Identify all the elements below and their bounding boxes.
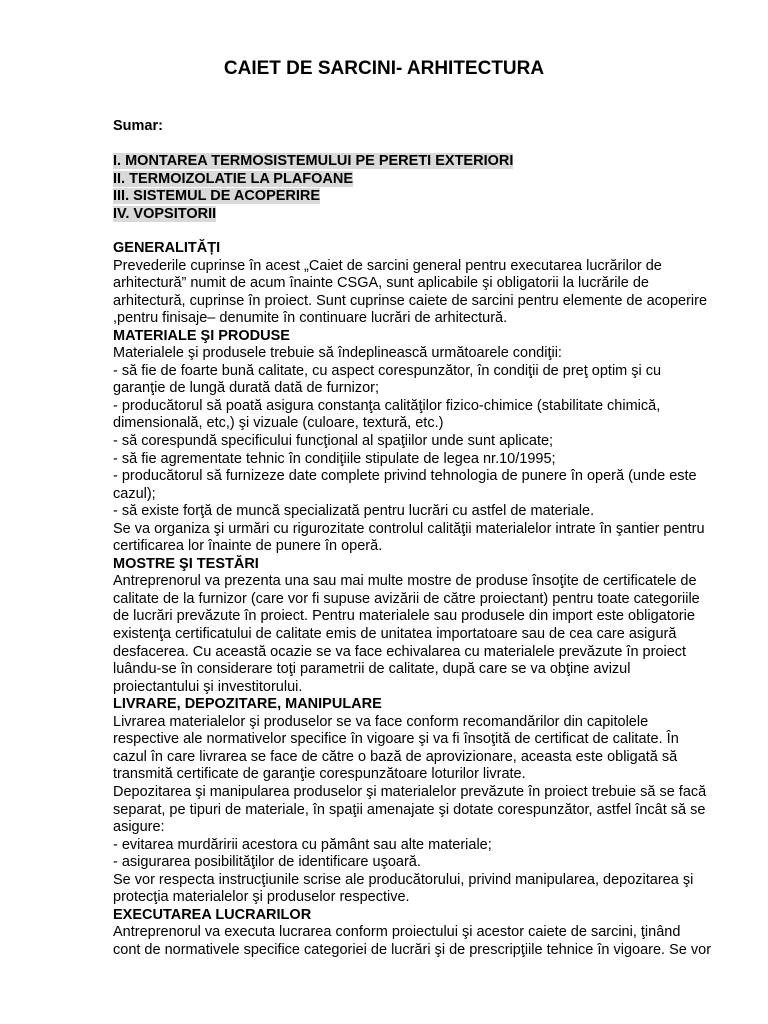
- text-line: ,pentru finisaje– denumite în continuare lucrări de arhitectură.: [113, 310, 508, 327]
- text-line: garanţie de lungă durată dată de furnizor;: [113, 380, 380, 397]
- text-line: existenţa certificatului de calitate emis de unitatea importatoare sau de cea care asigură: [113, 626, 677, 643]
- text-line: arhitectură, cuprinse în proiect. Sunt cuprinse caiete de sarcini pentru elemente de acoperire: [113, 292, 708, 309]
- text-line: Se vor respecta instrucţiunile scrise ale producătorului, privind manipularea, depozitarea şi: [113, 871, 694, 888]
- text-line: Livrarea materialelor şi produselor se va face conform recomandărilor din capitolele: [113, 713, 649, 730]
- text-line: cazul în care livrarea se face de către o bază de aprovizionare, aceasta este obligată să: [113, 748, 678, 765]
- text-line: transmită certificate de garanţie corespunzătoare loturilor livrate.: [113, 766, 526, 783]
- text-line: - să corespundă specificului funcţional al spaţiilor unde sunt aplicate;: [113, 433, 554, 450]
- text-line: arhitectură” numit de acum înainte CSGA, sunt aplicabile şi obligatorii la lucrările de: [113, 275, 649, 292]
- document-body: [113, 240, 753, 959]
- text-line: separat, pe tipuri de materiale, în spaţii amenajate şi dotate corespunzător, astfel încât să se: [113, 801, 706, 818]
- toc-item: II. TERMOIZOLATIE LA PLAFOANE: [113, 170, 354, 187]
- text-line: Materialele şi produsele trebuie să îndeplinească următoarele condiţii:: [113, 345, 562, 362]
- text-line: proiectantului şi investitorului.: [113, 678, 303, 695]
- text-line: calitate de la furnizor (care vor fi supuse avizării de către proiectant) pentru toate categoriile: [113, 590, 700, 607]
- toc-item: III. SISTEMUL DE ACOPERIRE: [113, 188, 321, 205]
- text-line: Se va organiza şi urmări cu rigurozitate controlul calităţii materialelor intrate în şantier pentru: [113, 520, 705, 537]
- text-line: Depozitarea şi manipularea produselor şi materialelor prevăzute în proiect trebuie să se facă: [113, 783, 707, 800]
- text-line: luându-se în considerare toţi parametrii de calitate, după care se va obţine avizul: [113, 661, 631, 678]
- text-line: Prevederile cuprinse în acest „Caiet de sarcini general pentru executarea lucrărilor de: [113, 257, 662, 274]
- text-line: respective ale normativelor specifice în vigoare şi va fi însoţită de certificat de calitate. În: [113, 731, 679, 748]
- text-line: - evitarea murdăririi acestora cu pământ sau alte materiale;: [113, 836, 492, 853]
- section-heading: MATERIALE ŞI PRODUSE: [113, 327, 290, 344]
- text-line: - să fie agrementate tehnic în condiţiile stipulate de legea nr.10/1995;: [113, 450, 556, 467]
- summary-label: Sumar:: [113, 118, 163, 134]
- text-line: Antreprenorul va prezenta una sau mai multe mostre de produse însoţite de certificatele de: [113, 573, 697, 590]
- text-line: dimensională, etc,) şi vizuale (culoare, textură, etc.): [113, 415, 444, 432]
- text-line: - să fie de foarte bună calitate, cu aspect corespunzător, în condiţii de preţ optim şi cu: [113, 362, 662, 379]
- text-line: cazul);: [113, 485, 156, 502]
- text-line: - să existe forţă de muncă specializată pentru lucrări cu astfel de materiale.: [113, 503, 595, 520]
- table-of-contents: [113, 153, 513, 223]
- text-line: asigure:: [113, 819, 165, 836]
- text-line: protecţia materialelor şi produselor respective.: [113, 889, 410, 906]
- text-line: desfacerea. Cu această ocazie se va face echivalarea cu materialele prevăzute în proiect: [113, 643, 687, 660]
- text-line: - producătorul să furnizeze date complete privind tehnologia de punere în operă (unde este: [113, 468, 697, 485]
- text-line: - producătorul să poată asigura constanţa calităţilor fizico-chimice (stabilitate chimică,: [113, 397, 661, 414]
- text-line: - asigurarea posibilităţilor de identificare uşoară.: [113, 854, 421, 871]
- section-heading: EXECUTAREA LUCRARILOR: [113, 906, 312, 923]
- section-heading: MOSTRE ŞI TESTĂRI: [113, 555, 259, 572]
- text-line: cont de normativele specifice categoriei de lucrări şi de prescripţiile tehnice în vigoare. Se vor: [113, 941, 712, 958]
- document-title: CAIET DE SARCINI- ARHITECTURA: [223, 58, 545, 79]
- text-line: de lucrări prevăzute în proiect. Pentru materialele sau produsele din import este obligatorie: [113, 608, 695, 625]
- toc-item: IV. VOPSITORII: [113, 205, 217, 222]
- text-line: Antreprenorul va executa lucrarea conform proiectului şi acestor caiete de sarcini, ţinând: [113, 924, 681, 941]
- text-line: certificarea lor înainte de punere în operă.: [113, 538, 383, 555]
- section-heading: GENERALITĂȚI: [113, 240, 221, 256]
- section-heading: LIVRARE, DEPOZITARE, MANIPULARE: [113, 696, 382, 713]
- toc-item: I. MONTAREA TERMOSISTEMULUI PE PERETI EXTERIORI: [113, 153, 514, 169]
